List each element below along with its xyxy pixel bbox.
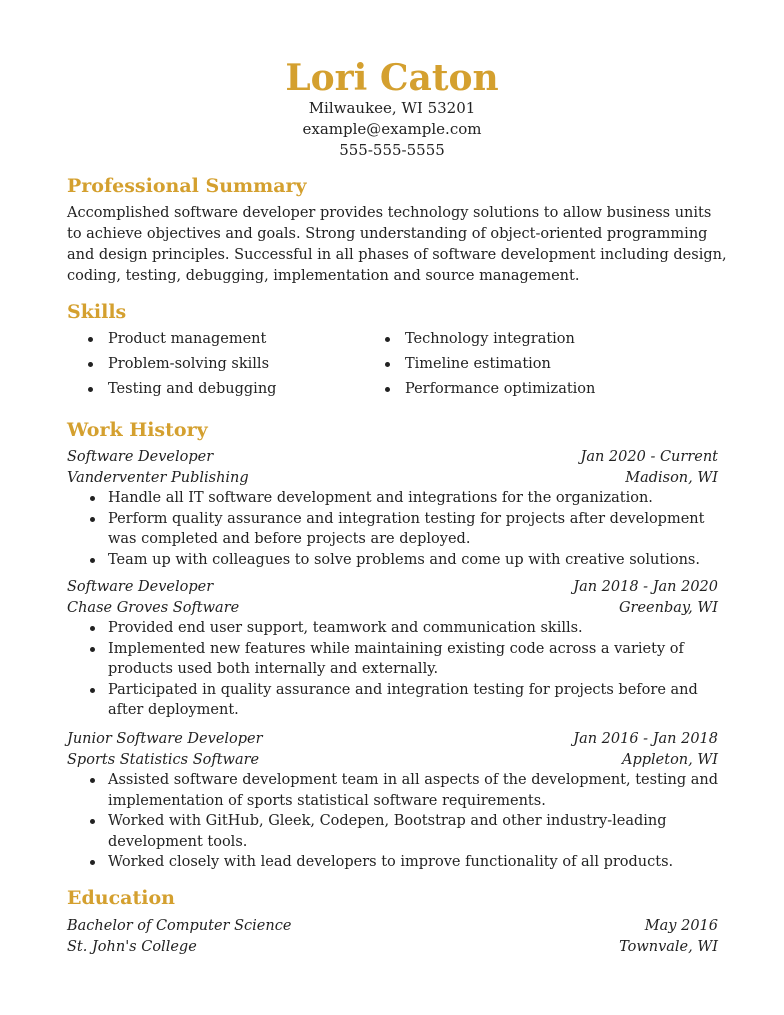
education-entry — [67, 916, 718, 957]
skill-item: Performance optimization — [383, 379, 680, 400]
job-bullets — [67, 770, 718, 873]
education-date: May 2016 — [644, 918, 718, 934]
skill-item: Problem-solving skills — [86, 354, 383, 375]
candidate-name: Lori Caton — [285, 57, 499, 99]
job-bullet: Handle all IT software development and integrations for the organization. — [108, 488, 718, 509]
job-company: Chase Groves Software — [67, 599, 240, 616]
job-company-row — [67, 750, 718, 771]
skill-item: Technology integration — [383, 329, 680, 350]
skill-item: Timeline estimation — [383, 354, 680, 375]
job-bullet: Worked closely with lead developers to improve functionality of all products. — [108, 852, 718, 873]
summary-text: Accomplished software developer provides technology solutions to allow business units to achieve objectives and goals. Strong understanding of object-oriented programming and design principles. Successful in all phases of software development including design, coding, testing, debugging, implementation and source management. — [67, 205, 727, 284]
job-title-row — [67, 729, 718, 750]
address: Milwaukee, WI 53201 — [308, 99, 476, 117]
skills-heading: Skills — [67, 301, 127, 323]
skills-list — [86, 329, 646, 400]
job-bullet: Team up with colleagues to solve problems and come up with creative solutions. — [108, 550, 718, 571]
education-degree-row — [67, 916, 718, 937]
job-company-row — [67, 468, 718, 489]
job-bullet: Implemented new features while maintaining existing code across a variety of products used both internally and externally. — [108, 639, 718, 680]
job-bullet: Provided end user support, teamwork and communication skills. — [108, 618, 718, 639]
job-company: Vanderventer Publishing — [67, 469, 249, 486]
education-school-row — [67, 937, 718, 958]
job-company: Sports Statistics Software — [67, 751, 260, 768]
job-dates: Jan 2016 - Jan 2018 — [573, 731, 718, 747]
job-title: Software Developer — [67, 449, 214, 465]
job-entry — [67, 729, 718, 873]
education-school: St. John's College — [67, 938, 197, 955]
email: example@example.com — [302, 120, 482, 138]
skill-item: Testing and debugging — [86, 379, 383, 400]
job-location: Appleton, WI — [622, 751, 718, 768]
contact-block — [0, 98, 784, 161]
education-location: Townvale, WI — [619, 938, 718, 955]
job-entry — [67, 447, 718, 570]
job-bullet: Perform quality assurance and integration testing for projects after development was completed and before projects are deployed. — [108, 509, 718, 550]
job-location: Greenbay, WI — [618, 599, 718, 616]
job-title: Junior Software Developer — [67, 731, 263, 747]
job-title: Software Developer — [67, 579, 214, 595]
job-bullets — [67, 618, 718, 721]
job-bullet: Worked with GitHub, Gleek, Codepen, Bootstrap and other industry-leading development tools. — [108, 811, 718, 852]
job-company-row — [67, 598, 718, 619]
job-location: Madison, WI — [625, 469, 718, 486]
job-bullets — [67, 488, 718, 570]
job-dates: Jan 2020 - Current — [580, 449, 718, 465]
job-bullet: Assisted software development team in all aspects of the development, testing and implementation of sports statistical software requirements. — [108, 770, 718, 811]
job-title-row — [67, 447, 718, 468]
skill-item: Product management — [86, 329, 383, 350]
phone: 555-555-5555 — [339, 141, 445, 159]
job-title-row — [67, 577, 718, 598]
work-heading: Work History — [67, 419, 208, 441]
job-dates: Jan 2018 - Jan 2020 — [573, 579, 718, 595]
job-entry — [67, 577, 718, 721]
education-heading: Education — [67, 887, 175, 909]
job-bullet: Participated in quality assurance and integration testing for projects before and after deployment. — [108, 680, 718, 721]
education-degree: Bachelor of Computer Science — [67, 918, 292, 934]
summary-heading: Professional Summary — [67, 175, 307, 197]
